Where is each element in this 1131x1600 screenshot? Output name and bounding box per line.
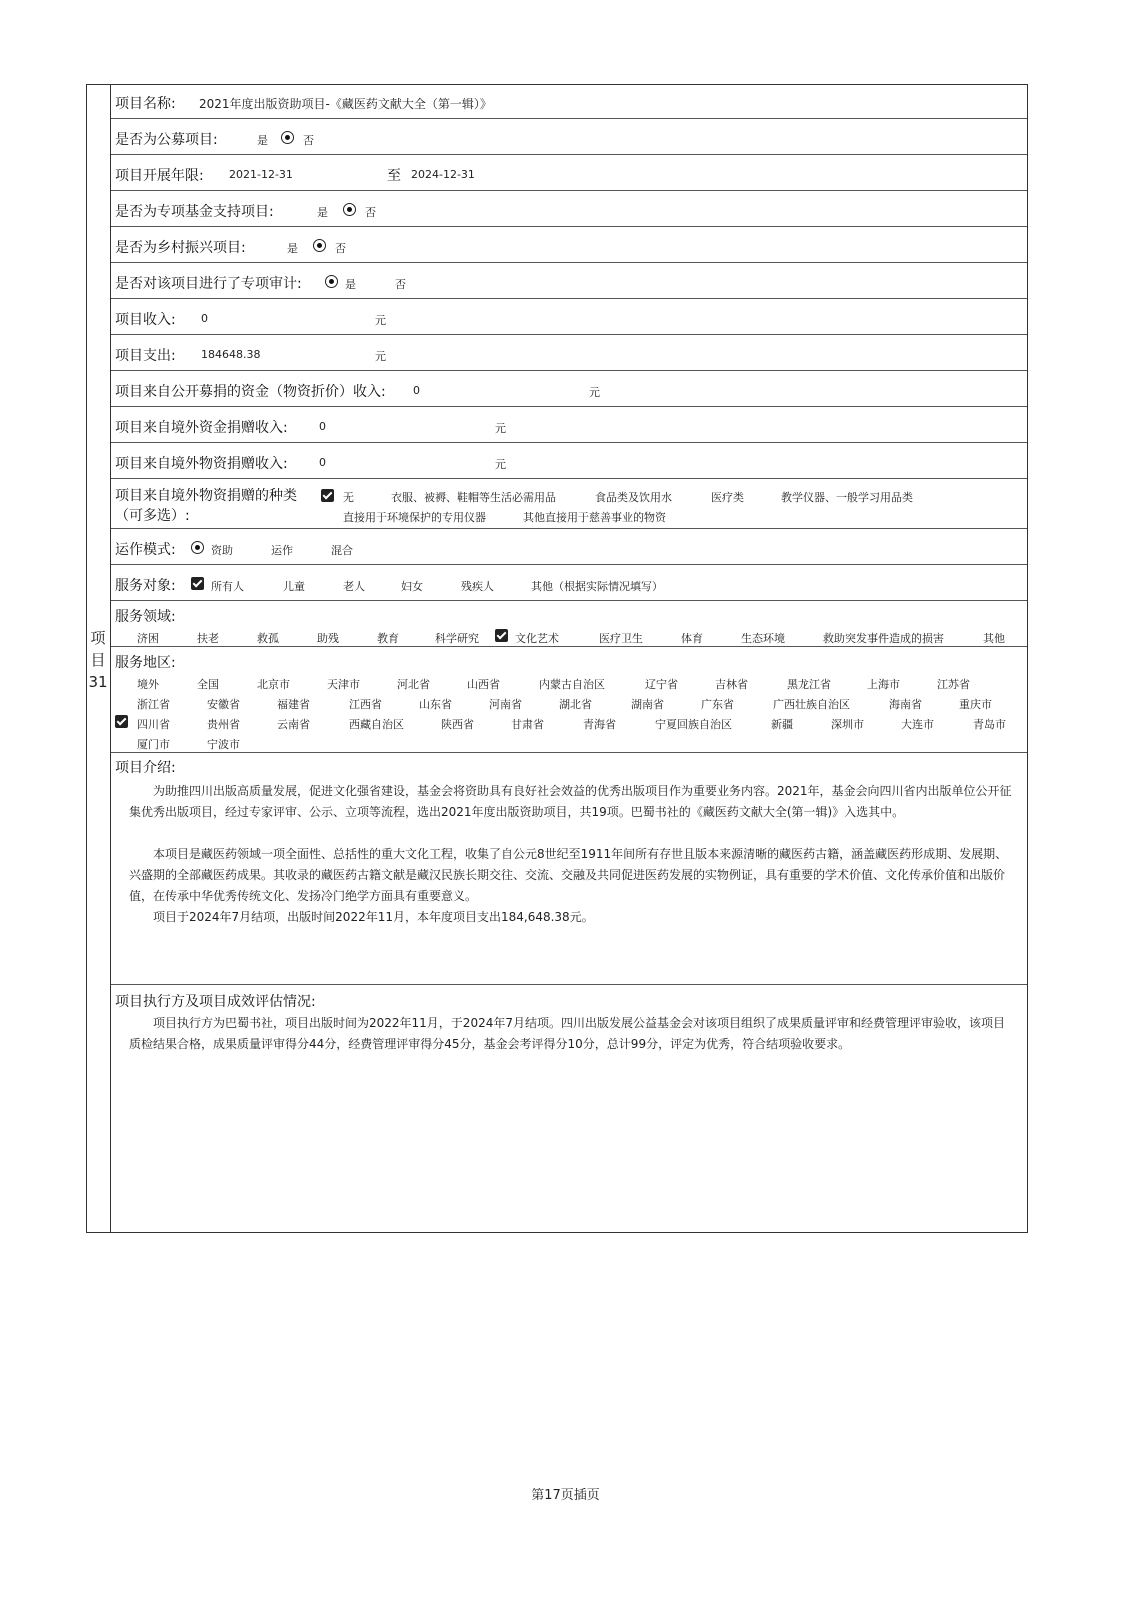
project-form (86, 84, 1028, 1233)
row-intro (111, 753, 1027, 985)
fields-label: 服务领域: (115, 609, 176, 625)
field-option[interactable]: 医疗卫生 (599, 632, 643, 645)
region-option[interactable]: 广西壮族自治区 (773, 698, 850, 711)
foreign-fund-label: 项目来自境外资金捐赠收入: (115, 420, 288, 436)
row-project-name (111, 85, 1027, 119)
region-option[interactable]: 全国 (197, 678, 219, 691)
region-option[interactable]: 湖南省 (631, 698, 664, 711)
region-option[interactable]: 海南省 (889, 698, 922, 711)
mode-option[interactable]: 资助 (211, 544, 233, 557)
period-to: 至 (387, 168, 401, 184)
side-char-3: 31 (88, 673, 108, 691)
region-option[interactable]: 贵州省 (207, 718, 240, 731)
regions-label: 服务地区: (115, 655, 176, 671)
field-option[interactable]: 扶老 (197, 632, 219, 645)
field-option[interactable]: 济困 (137, 632, 159, 645)
target-option[interactable]: 残疾人 (461, 580, 494, 593)
region-option[interactable]: 大连市 (901, 718, 934, 731)
intro-paragraph-1: 为助推四川出版高质量发展，促进文化强省建设，基金会将资助具有良好社会效益的优秀出版项目作为重要业务内容。2021年，基金会向四川省内出版单位公开征集优秀出版项目，经过专家评审、公示、立项等流程，选出2021年度出版资助项目，共19项。巴蜀书社的《藏医药文献大全(第一辑)》入选其中。 (129, 784, 1012, 819)
radio-selected-icon[interactable] (281, 131, 294, 144)
rural-yes[interactable]: 是 (287, 242, 298, 255)
goods-type-label-2: （可多选）: (115, 508, 190, 524)
row-expense (111, 335, 1027, 371)
public-raise-yes[interactable]: 是 (257, 134, 268, 147)
field-option[interactable]: 体育 (681, 632, 703, 645)
region-option[interactable]: 内蒙古自治区 (539, 678, 605, 691)
goods-option[interactable]: 食品类及饮用水 (595, 491, 672, 504)
region-option[interactable]: 北京市 (257, 678, 290, 691)
page-footer: 第17页插页 (531, 1488, 600, 1503)
field-option[interactable]: 救孤 (257, 632, 279, 645)
region-option[interactable]: 四川省 (137, 718, 170, 731)
region-option[interactable]: 甘肃省 (511, 718, 544, 731)
goods-type-label: 项目来自境外物资捐赠的种类 (115, 488, 297, 504)
intro-paragraph-3: 项目于2024年7月结项，出版时间2022年11月，本年度项目支出184,648.38元。 (153, 910, 594, 924)
goods-option[interactable]: 教学仪器、一般学习用品类 (781, 491, 913, 504)
goods-option[interactable]: 直接用于环境保护的专用仪器 (343, 511, 486, 524)
target-label: 服务对象: (115, 578, 176, 594)
region-option[interactable]: 天津市 (327, 678, 360, 691)
row-foreign-goods (111, 443, 1027, 479)
expense-unit: 元 (375, 350, 386, 363)
region-option[interactable]: 安徽省 (207, 698, 240, 711)
rural-no[interactable]: 否 (335, 242, 346, 255)
row-mode (111, 529, 1027, 565)
row-public-raise (111, 119, 1027, 155)
checkbox-checked-icon[interactable] (495, 629, 508, 642)
project-number-column (87, 85, 111, 1232)
period-label: 项目开展年限: (115, 168, 204, 184)
region-option[interactable]: 河北省 (397, 678, 430, 691)
field-option[interactable]: 教育 (377, 632, 399, 645)
expense-value: 184648.38 (201, 348, 261, 361)
region-option[interactable]: 新疆 (771, 718, 793, 731)
row-public-donation (111, 371, 1027, 407)
public-donation-label: 项目来自公开募捐的资金（物资折价）收入: (115, 384, 386, 400)
foreign-goods-unit: 元 (495, 458, 506, 471)
income-unit: 元 (375, 314, 386, 327)
field-option[interactable]: 生态环境 (741, 632, 785, 645)
region-option[interactable]: 河南省 (489, 698, 522, 711)
region-option[interactable]: 吉林省 (715, 678, 748, 691)
evaluation-paragraph: 项目执行方为巴蜀书社，项目出版时间为2022年11月，于2024年7月结项。四川出版发展公益基金会对该项目组织了成果质量评审和经费管理评审验收，该项目质检结果合格，成果质量评审得分44分，经费管理评审得分45分，基金会考评得分10分，总计99分，评定为优秀，符合结项验收要求。 (129, 1016, 1005, 1051)
region-option[interactable]: 辽宁省 (645, 678, 678, 691)
foreign-fund-value: 0 (319, 420, 326, 433)
field-option[interactable]: 文化艺术 (515, 632, 559, 645)
region-option[interactable]: 境外 (137, 678, 159, 691)
public-raise-label: 是否为公募项目: (115, 132, 218, 148)
radio-selected-icon[interactable] (313, 239, 326, 252)
region-option[interactable]: 湖北省 (559, 698, 592, 711)
field-option[interactable]: 其他 (983, 632, 1005, 645)
mode-option[interactable]: 运作 (271, 544, 293, 557)
region-option[interactable]: 江苏省 (937, 678, 970, 691)
region-option[interactable]: 青岛市 (973, 718, 1006, 731)
public-donation-value: 0 (413, 384, 420, 397)
region-option[interactable]: 广东省 (701, 698, 734, 711)
target-option[interactable]: 其他（根据实际情况填写） (531, 580, 663, 593)
region-option[interactable]: 山东省 (419, 698, 452, 711)
region-option[interactable]: 黑龙江省 (787, 678, 831, 691)
project-name-label: 项目名称: (115, 96, 176, 112)
row-rural (111, 227, 1027, 263)
checkbox-checked-icon[interactable] (191, 577, 204, 590)
foreign-goods-label: 项目来自境外物资捐赠收入: (115, 456, 288, 472)
audit-yes[interactable]: 是 (345, 278, 356, 291)
region-option[interactable]: 青海省 (583, 718, 616, 731)
region-option[interactable]: 云南省 (277, 718, 310, 731)
region-option[interactable]: 深圳市 (831, 718, 864, 731)
rural-label: 是否为乡村振兴项目: (115, 240, 246, 256)
target-option[interactable]: 儿童 (283, 580, 305, 593)
expense-label: 项目支出: (115, 348, 176, 364)
checkbox-checked-icon[interactable] (115, 715, 128, 728)
target-option[interactable]: 老人 (343, 580, 365, 593)
region-option[interactable]: 宁夏回族自治区 (655, 718, 732, 731)
intro-label: 项目介绍: (115, 760, 176, 776)
radio-selected-icon[interactable] (343, 203, 356, 216)
special-fund-label: 是否为专项基金支持项目: (115, 204, 274, 220)
region-option[interactable]: 山西省 (467, 678, 500, 691)
field-option[interactable]: 救助突发事件造成的损害 (823, 632, 944, 645)
region-option[interactable]: 西藏自治区 (349, 718, 404, 731)
row-target (111, 565, 1027, 601)
evaluation-label: 项目执行方及项目成效评估情况: (115, 994, 316, 1010)
foreign-goods-value: 0 (319, 456, 326, 469)
region-option[interactable]: 宁波市 (207, 738, 240, 751)
public-donation-unit: 元 (589, 386, 600, 399)
special-fund-no[interactable]: 否 (365, 206, 376, 219)
public-raise-no[interactable]: 否 (303, 134, 314, 147)
intro-paragraph-2: 本项目是藏医药领域一项全面性、总括性的重大文化工程，收集了自公元8世纪至1911年间所有存世且版本来源清晰的藏医药古籍，涵盖藏医药形成期、发展期、兴盛期的全部藏医药成果。其收录的藏医药古籍文献是藏汉民族长期交往、交流、交融及共同促进医药发展的实物例证，具有重要的学术价值、文化传承价值和出版价值，在传承中华优秀传统文化、发扬冷门绝学方面具有重要意义。 (129, 847, 1008, 903)
row-income (111, 299, 1027, 335)
field-option[interactable]: 助残 (317, 632, 339, 645)
target-option[interactable]: 妇女 (401, 580, 423, 593)
region-option[interactable]: 浙江省 (137, 698, 170, 711)
period-start: 2021-12-31 (229, 168, 293, 181)
mode-label: 运作模式: (115, 542, 176, 558)
target-option[interactable]: 所有人 (211, 580, 244, 593)
row-foreign-fund (111, 407, 1027, 443)
income-value: 0 (201, 312, 208, 325)
radio-selected-icon[interactable] (191, 541, 204, 554)
goods-option[interactable]: 其他直接用于慈善事业的物资 (523, 511, 666, 524)
region-option[interactable]: 江西省 (349, 698, 382, 711)
project-name-value: 2021年度出版资助项目-《藏医药文献大全（第一辑）》 (199, 97, 492, 111)
income-label: 项目收入: (115, 312, 176, 328)
side-char-1: 项 (90, 629, 106, 647)
row-evaluation (111, 985, 1027, 1233)
special-fund-yes[interactable]: 是 (317, 206, 328, 219)
side-char-2: 目 (90, 651, 106, 669)
checkbox-checked-icon[interactable] (321, 489, 334, 502)
row-goods-type (111, 479, 1027, 529)
region-option[interactable]: 福建省 (277, 698, 310, 711)
region-option[interactable]: 重庆市 (959, 698, 992, 711)
goods-option[interactable]: 衣服、被褥、鞋帽等生活必需用品 (391, 491, 556, 504)
row-period (111, 155, 1027, 191)
region-option[interactable]: 厦门市 (137, 738, 170, 751)
mode-option[interactable]: 混合 (331, 544, 353, 557)
row-regions (111, 647, 1027, 753)
region-option[interactable]: 上海市 (867, 678, 900, 691)
field-option[interactable]: 科学研究 (435, 632, 479, 645)
row-special-fund (111, 191, 1027, 227)
goods-option[interactable]: 无 (343, 491, 354, 504)
period-end: 2024-12-31 (411, 168, 475, 181)
project-number-label (87, 627, 109, 693)
goods-option[interactable]: 医疗类 (711, 491, 744, 504)
audit-no[interactable]: 否 (395, 278, 406, 291)
region-option[interactable]: 陕西省 (441, 718, 474, 731)
row-fields (111, 601, 1027, 647)
radio-selected-icon[interactable] (325, 275, 338, 288)
audit-label: 是否对该项目进行了专项审计: (115, 276, 302, 292)
row-audit (111, 263, 1027, 299)
foreign-fund-unit: 元 (495, 422, 506, 435)
